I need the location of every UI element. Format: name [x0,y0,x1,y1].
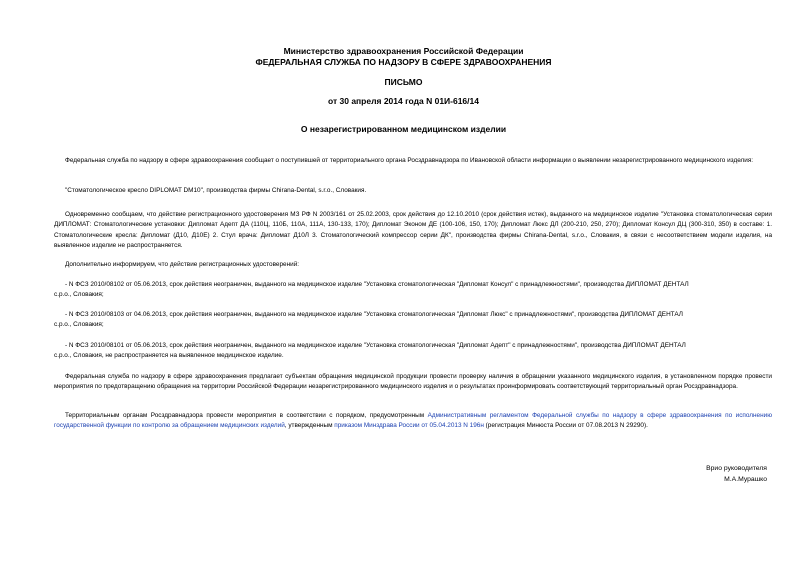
signature-block [706,463,767,485]
registration-item-2 [54,310,772,331]
registration-item-3-line-1: - N ФСЗ 2010/08101 от 05.06.2013, срок действия неограничен, выданного на медицинское изделие "Установка стоматологическая "Дипломат Адепт" с принадлежностями", производства ДИПЛОМАТ ДЕНТАЛ [65,342,686,349]
paragraph-3: Одновременно сообщаем, что действие регистрационного удостоверения МЗ РФ N 2003/161 от 25.02.2003, срок действия до 12.10.2010 (срок действия истек), выданного на медицинское изделие "Установка стоматологическая серии ДИПЛОМАТ: Стоматологические установки: Дипломат Адепт ДА (110Ц, 110Б, 110А, 111А, 130-133, 170); Дипломат Эконом ДЕ (100-106, 150, 170); Дипломат Люкс ДЛ (200-210, 250, 270); Дипломат Консул ДЦ (300-310, 350) в составе: 1. Стоматологические кресла: Дипломат (Д10, Д10Е) 2. Стул врача: Дипломат Д10Л 3. Стоматологический компрессор серии ДК", производства фирмы Chirana-Dental, s.r.o., Словакия, в связи с несоответствием модели изделия, на выявленное изделие не распространяется. [54,211,772,250]
paragraph-1: Федеральная служба по надзору в сфере здравоохранения сообщает о поступившей от территориального органа Росздравнадзора по Ивановской области информации о выявлении незарегистрированного медицинского изделия: [65,157,754,164]
signatory-position: Врио руководителя [706,465,767,472]
service-name: ФЕДЕРАЛЬНАЯ СЛУЖБА ПО НАДЗОРУ В СФЕРЕ ЗДРАВООХРАНЕНИЯ [255,57,552,67]
signatory-name: М.А.Мурашко [724,476,767,483]
registration-item-1 [54,280,772,301]
paragraph-instruction [54,411,772,432]
instruction-text-mid: , утвержденным [284,422,335,430]
registration-item-3-line-2: с.р.о., Словакия, не распространяется на выявленное медицинское изделие. [54,352,284,360]
registration-item-2-line-2: с.р.о., Словакия; [54,321,104,329]
registration-item-3 [54,341,772,362]
paragraph-4: Дополнительно информируем, что действие регистрационных удостоверений: [65,261,300,268]
document-subject: О незарегистрированном медицинском изделии [300,124,507,134]
document-date-number: от 30 апреля 2014 года N 01И-616/14 [328,96,479,106]
instruction-text-start: Территориальным органам Росздравнадзора провести мероприятия в соответствии с порядком, предусмотренным [65,412,428,419]
ministry-name: Министерство здравоохранения Российской Федерации [283,46,524,56]
registration-item-2-line-1: - N ФСЗ 2010/08103 от 04.06.2013, срок действия неограничен, выданного на медицинское изделие "Установка стоматологическая "Дипломат Люкс" с принадлежностями", производства ДИПЛОМАТ ДЕНТАЛ [65,311,683,318]
ministry-order-link[interactable]: приказом Минздрава России от 05.04.2013 N 196н [334,422,484,430]
paragraph-proposal: Федеральная служба по надзору в сфере здравоохранения предлагает субъектам обращения медицинской продукции провести проверку наличия в обращении указанного медицинского изделия, в установленном порядке провести мероприятия по предотвращению обращения на территории Российской Федерации незарегистрированного медицинского изделия и о результатах проинформировать соответствующий территориальный орган Росздравнадзора. [54,373,772,391]
admin-regulation-link[interactable]: Административным регламентом Федеральной службы по надзору в сфере здравоохранения по исполнению государственной функции по контролю за обращением медицинских изделий [54,412,772,430]
registration-item-1-line-2: с.р.о., Словакия; [54,291,104,299]
paragraph-2: "Стоматологическое кресло DIPLOMAT DM10", производства фирмы Chirana-Dental, s.r.o., Словакия. [65,187,367,194]
registration-item-1-line-1: - N ФСЗ 2010/08102 от 05.06.2013, срок действия неограничен, выданного на медицинское изделие "Установка стоматологическая "Дипломат Консул" с принадлежностями", производства ДИПЛОМАТ ДЕНТАЛ [65,281,689,288]
instruction-text-end: (регистрация Минюста России от 07.08.2013 N 29290). [483,422,648,430]
document-type: ПИСЬМО [384,77,423,87]
